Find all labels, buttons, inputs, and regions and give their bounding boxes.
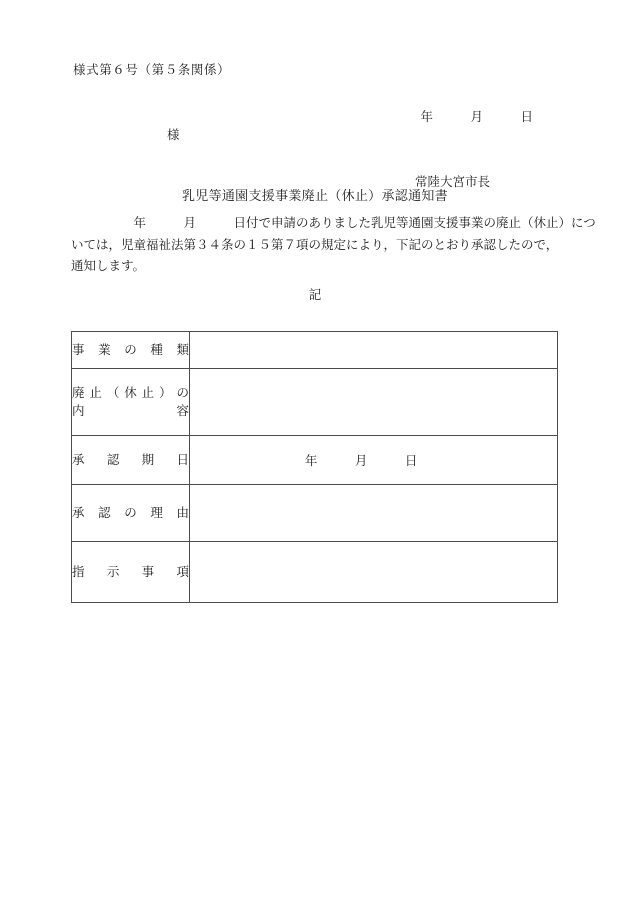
- ki-marker: 記: [308, 288, 322, 302]
- row-label-line: 指示事項: [72, 565, 189, 579]
- table-row: [72, 485, 558, 542]
- date-line: [0, 92, 557, 140]
- body-line-2: いては，児童福祉法第３４条の１５第７項の規定により，下記のとおり承認したので，: [71, 237, 559, 252]
- table-row: [72, 369, 558, 436]
- row-value-business-type[interactable]: [190, 332, 558, 369]
- form-number: 様式第６号（第５条関係）: [73, 63, 231, 77]
- row-value-approval-reason[interactable]: [190, 485, 558, 542]
- row-value-instructions[interactable]: [190, 542, 558, 603]
- row-label-line: 事業の種類: [72, 343, 189, 357]
- table-row: [72, 436, 558, 485]
- row-label-line: 廃止（休止）の: [72, 386, 189, 400]
- row-label-line: 承認期日: [72, 453, 189, 467]
- row-label-line: 承認の理由: [72, 506, 189, 520]
- row-label-abolition-details: [72, 369, 190, 436]
- table-row: [72, 332, 558, 369]
- row-label-instructions: [72, 542, 190, 603]
- approval-date-text: 年 月 日: [304, 454, 418, 468]
- date-line-text: 年 月 日: [420, 110, 533, 124]
- body-line-1: 年 月 日付で申請のありました乳児等通園支援事業の廃止（休止）につ: [71, 216, 596, 230]
- notification-details-table: [71, 331, 558, 603]
- row-label-business-type: [72, 332, 190, 369]
- row-value-approval-date[interactable]: [190, 436, 558, 485]
- row-label-approval-date: [72, 436, 190, 485]
- addressee-honorific: 様: [167, 128, 180, 142]
- row-value-abolition-details[interactable]: [190, 369, 558, 436]
- body-line-3: 通知します。: [71, 259, 146, 273]
- row-label-line: 内容: [72, 404, 189, 418]
- row-label-approval-reason: [72, 485, 190, 542]
- document-title: 乳児等通園支援事業廃止（休止）承認通知書: [181, 188, 448, 203]
- table-row: [72, 542, 558, 603]
- issuer-name: 常陸大宮市長: [414, 175, 490, 189]
- body-paragraph: [71, 213, 596, 278]
